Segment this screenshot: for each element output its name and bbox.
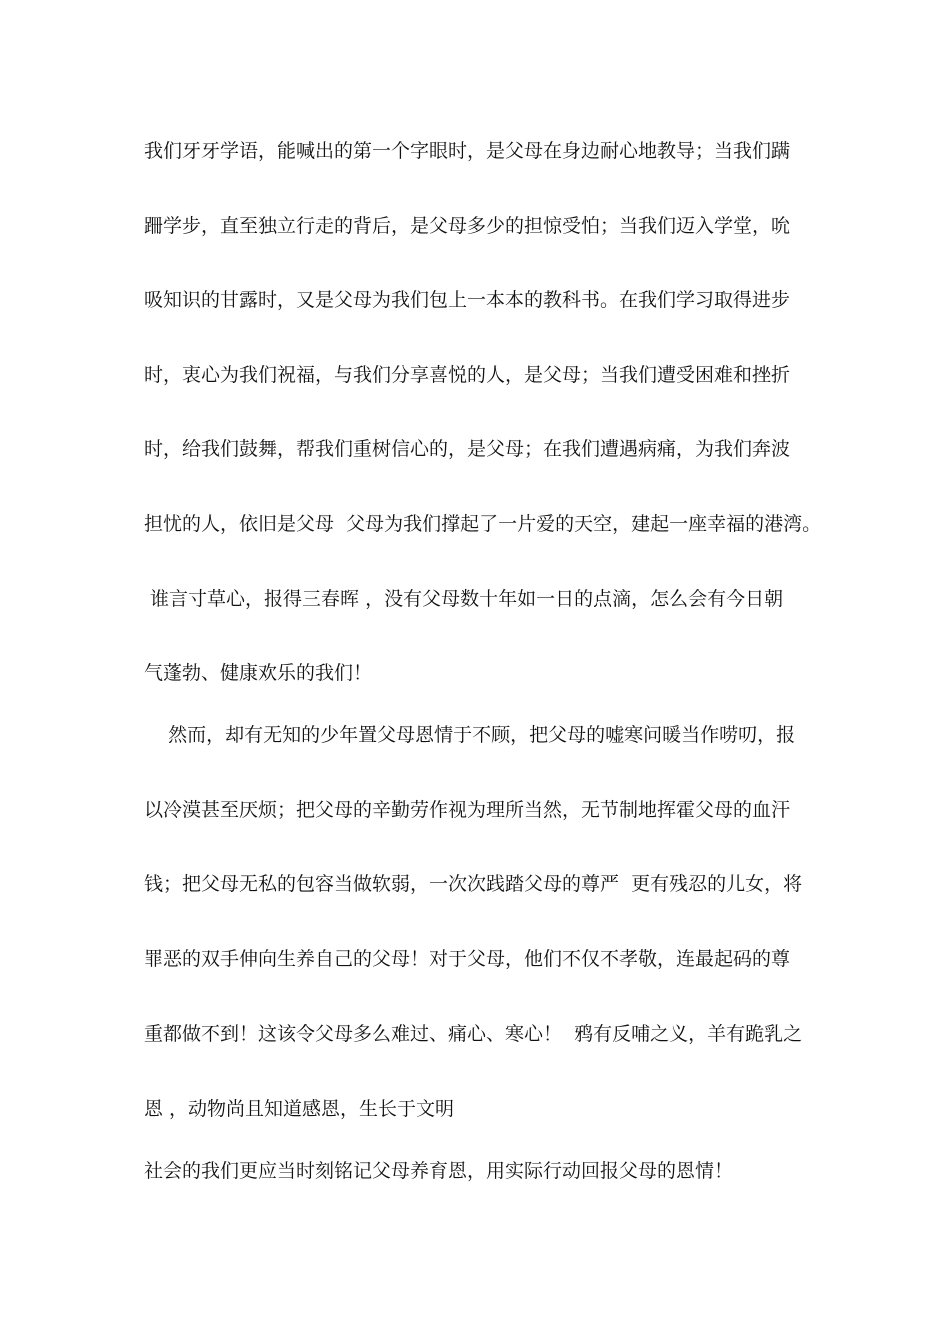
text-line: 然而，却有无知的少年置父母恩情于不顾，把父母的嘘寒问暖当作唠叨，报: [144, 724, 796, 746]
text-line: 担忧的人，依旧是父母 父母为我们撑起了一片爱的天空，建起一座幸福的港湾。: [144, 513, 822, 535]
text-line: 时，衷心为我们祝福，与我们分享喜悦的人，是父母；当我们遭受困难和挫折: [144, 364, 791, 386]
text-line: 重都做不到！这该令父母多么难过、痛心、寒心！ 鸦有反哺之义，羊有跪乳之: [144, 1023, 803, 1045]
text-line: 跚学步，直至独立行走的背后，是父母多少的担惊受怕；当我们迈入学堂，吮: [144, 215, 791, 237]
text-line: 气蓬勃、健康欢乐的我们！: [144, 662, 373, 684]
text-line: 时，给我们鼓舞，帮我们重树信心的，是父母；在我们遭遇病痛，为我们奔波: [144, 438, 791, 460]
text-line: 我们牙牙学语，能喊出的第一个字眼时，是父母在身边耐心地教导；当我们蹒: [144, 140, 791, 162]
text-line: 吸知识的甘露时，又是父母为我们包上一本本的教科书。在我们学习取得进步: [144, 289, 791, 311]
text-line: 钱；把父母无私的包容当做软弱，一次次践踏父母的尊严 更有残忍的儿女，将: [144, 873, 803, 895]
text-line: 社会的我们更应当时刻铭记父母养育恩，用实际行动回报父母的恩情！: [144, 1160, 734, 1182]
text-line: 恩 ，动物尚且知道感恩，生长于文明: [144, 1098, 455, 1120]
text-line: 以冷漠甚至厌烦；把父母的辛勤劳作视为理所当然，无节制地挥霍父母的血汗: [144, 799, 791, 821]
text-line: 谁言寸草心，报得三春晖 ，没有父母数十年如一日的点滴，怎么会有今日朝: [144, 588, 784, 610]
text-line: 罪恶的双手伸向生养自己的父母！对于父母，他们不仅不孝敬，连最起码的尊: [144, 948, 791, 970]
